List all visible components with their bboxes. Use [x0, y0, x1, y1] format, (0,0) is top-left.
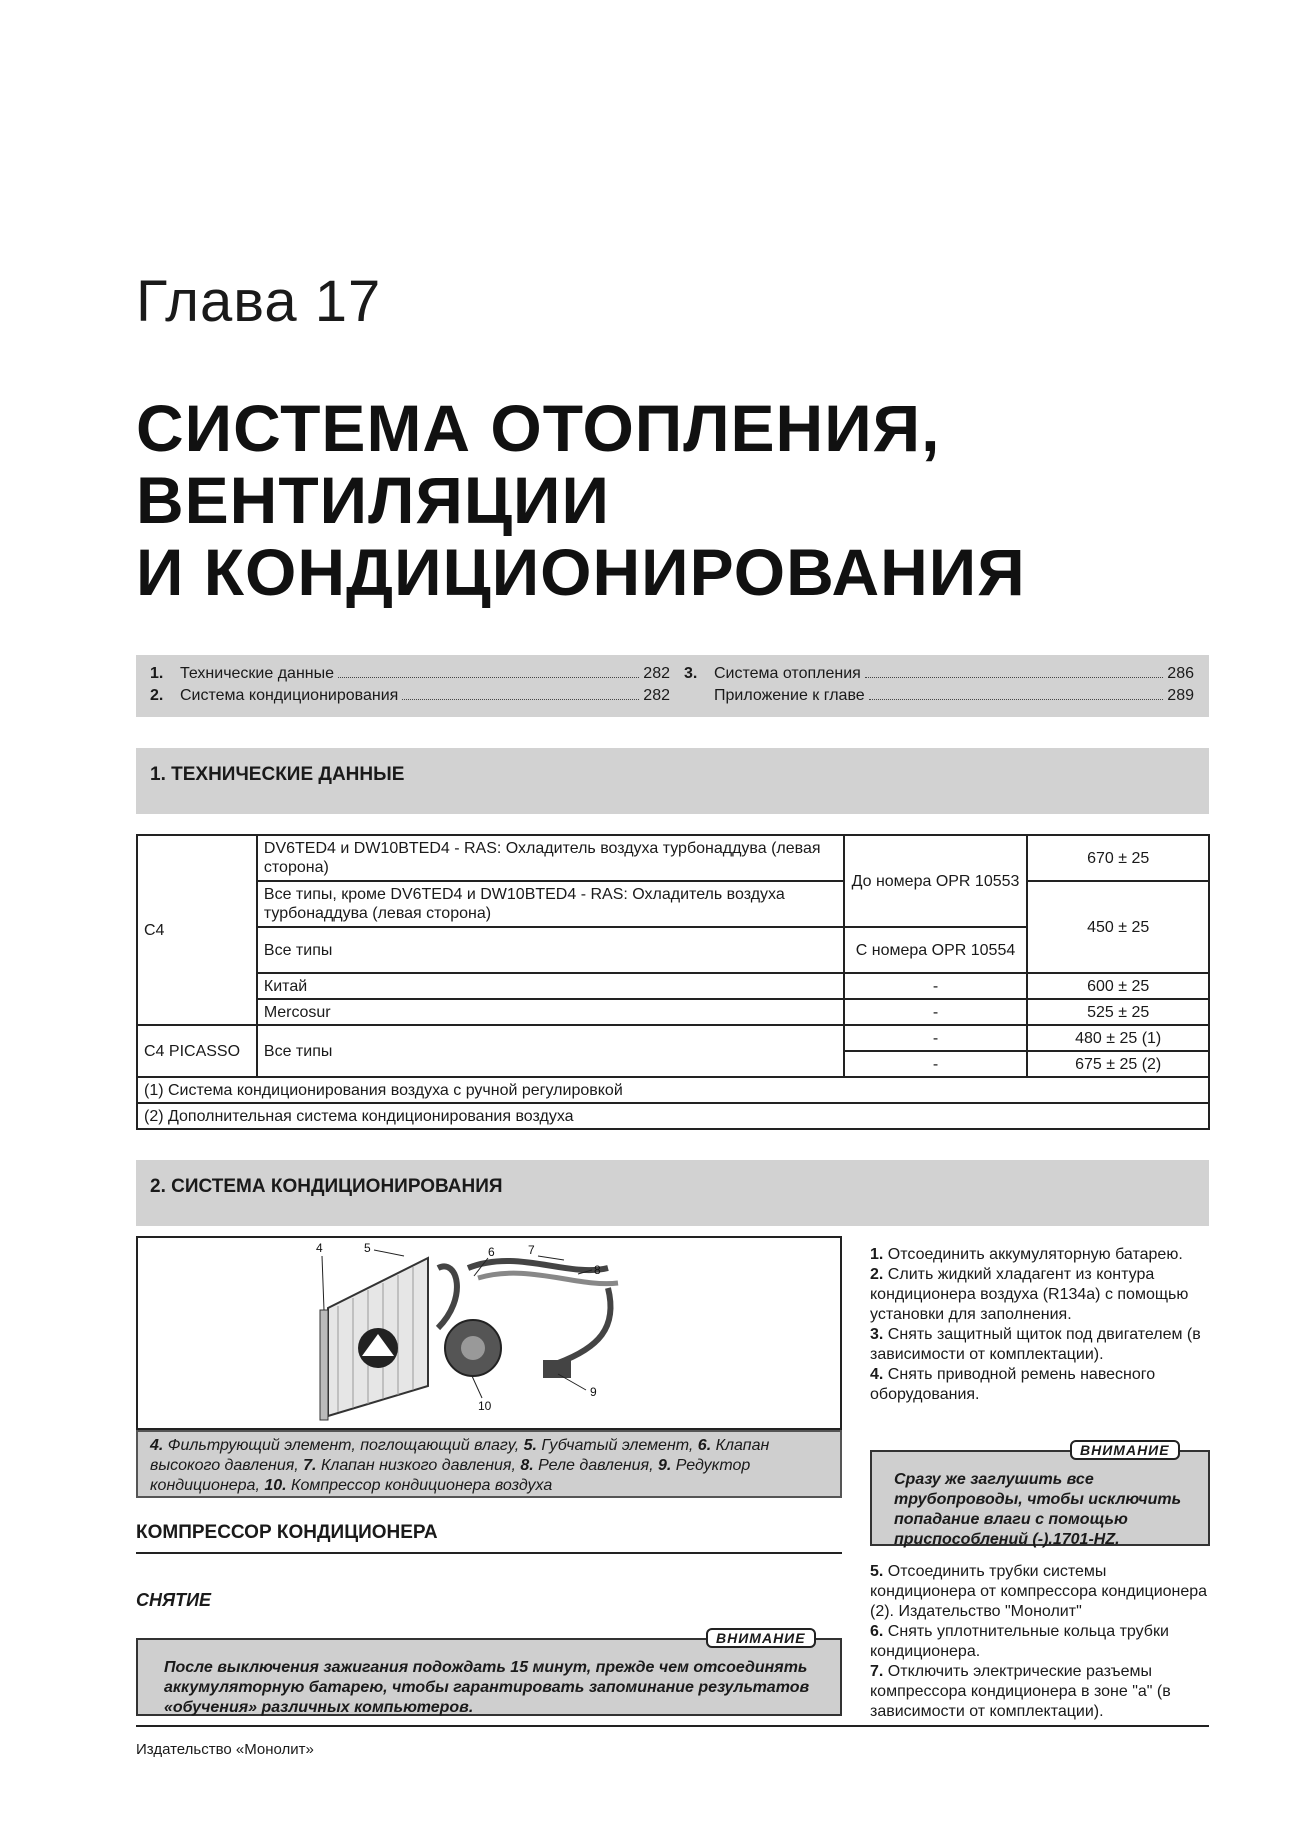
figure-label: 8 — [594, 1263, 601, 1277]
chapter-number: Глава 17 — [136, 269, 382, 334]
ac-diagram — [138, 1238, 840, 1428]
warning-box-ignition: После выключения зажигания подождать 15 минут, прежде чем отсоединять аккумуляторную батарею, чтобы гарантировать запоминание результатов «обучения» различных компьютеров. — [136, 1638, 842, 1716]
removal-heading: СНЯТИЕ — [136, 1590, 212, 1610]
toc-item[interactable]: 3. Система отопления 286 — [684, 665, 1194, 682]
reducer-drawing — [543, 1360, 571, 1378]
list-item: 7. Отключить электрические разъемы компрессора кондиционера в зоне "а" (в зависимости от комплектации). — [870, 1663, 1171, 1720]
title-line: ВЕНТИЛЯЦИИ — [136, 463, 610, 537]
model-cell: C4 PICASSO — [137, 1025, 257, 1077]
desc-cell: DV6TED4 и DW10BTED4 - RAS: Охладитель воздуха турбонаддува (левая сторона) — [257, 835, 844, 881]
desc-cell: Китай — [257, 973, 844, 999]
title-line: СИСТЕМА ОТОПЛЕНИЯ, — [136, 391, 941, 465]
opr-cell: С номера OPR 10554 — [844, 927, 1028, 973]
list-item: 3. Снять защитный щиток под двигателем (в зависимости от комплектации). — [870, 1326, 1201, 1363]
list-item: 5. Отсоединить трубки системы кондиционера от компрессора кондиционера (2). Издательство "Монолит" — [870, 1563, 1208, 1620]
figure-label: 9 — [590, 1385, 597, 1399]
table-row — [137, 835, 1209, 881]
table-row — [137, 1025, 1209, 1051]
steps-list — [870, 1562, 1210, 1722]
compressor-heading: КОМПРЕССОР КОНДИЦИОНЕРА — [136, 1522, 842, 1554]
ac-components-figure — [136, 1236, 842, 1430]
figure-label: 10 — [478, 1399, 492, 1413]
list-item: 6. Снять уплотнительные кольца трубки кондиционера. — [870, 1623, 1169, 1660]
steps-list — [870, 1245, 1210, 1405]
tech-data-table — [136, 834, 1210, 1130]
value-cell: 670 ± 25 — [1027, 835, 1209, 881]
value-cell: 450 ± 25 — [1027, 881, 1209, 973]
table-row — [137, 999, 1209, 1025]
hose-drawing — [468, 1261, 608, 1270]
section-header-tech-data: 1. ТЕХНИЧЕСКИЕ ДАННЫЕ — [136, 748, 1209, 814]
table-row — [137, 881, 1209, 927]
opr-cell: До номера OPR 10553 — [844, 835, 1028, 927]
hose-drawing — [438, 1266, 457, 1328]
footer-divider — [136, 1725, 1209, 1727]
figure-label: 5 — [364, 1241, 371, 1255]
figure-caption: 4. Фильтрующий элемент, поглощающий влагу, 5. Губчатый элемент, 6. Клапан высокого давления, 7. Клапан низкого давления, 8. Реле давления, 9. Редуктор кондиционера, 10. Компрессор кондиционера воздуха — [136, 1430, 842, 1498]
figure-label: 7 — [528, 1243, 535, 1257]
filter-drier-drawing — [320, 1310, 328, 1420]
desc-cell: Все типы — [257, 1025, 844, 1077]
figure-label: 4 — [316, 1241, 323, 1255]
toc-item[interactable]: 2. Система кондиционирования 282 — [150, 687, 670, 704]
publisher-footer: Издательство «Монолит» — [136, 1741, 314, 1758]
value-cell: 525 ± 25 — [1027, 999, 1209, 1025]
title-line: И КОНДИЦИОНИРОВАНИЯ — [136, 535, 1026, 609]
toc-item[interactable]: 1. Технические данные 282 — [150, 665, 670, 682]
model-cell: C4 — [137, 835, 257, 1025]
opr-cell: - — [844, 999, 1028, 1025]
table-of-contents — [136, 655, 1209, 717]
table-row — [137, 973, 1209, 999]
desc-cell: Все типы — [257, 927, 844, 973]
table-row — [137, 1077, 1209, 1103]
toc-item[interactable]: Приложение к главе 289 — [714, 687, 1194, 704]
opr-cell: - — [844, 1025, 1028, 1051]
note-cell: (2) Дополнительная система кондиционирования воздуха — [137, 1103, 1209, 1129]
chapter-title — [136, 392, 1026, 608]
desc-cell: Mercosur — [257, 999, 844, 1025]
hose-drawing — [558, 1288, 611, 1363]
warning-label: ВНИМАНИЕ — [706, 1628, 816, 1648]
note-cell: (1) Система кондиционирования воздуха с ручной регулировкой — [137, 1077, 1209, 1103]
warning-label: ВНИМАНИЕ — [1070, 1440, 1180, 1460]
value-cell: 480 ± 25 (1) — [1027, 1025, 1209, 1051]
value-cell: 675 ± 25 (2) — [1027, 1051, 1209, 1077]
list-item: 1. Отсоединить аккумуляторную батарею. — [870, 1246, 1183, 1263]
section-header-ac-system: 2. СИСТЕМА КОНДИЦИОНИРОВАНИЯ — [136, 1160, 1209, 1226]
list-item: 4. Снять приводной ремень навесного оборудования. — [870, 1366, 1156, 1403]
warning-box-pipes: Сразу же заглушить все трубопроводы, чтобы исключить попадание влаги с помощью приспособлений (-).1701-HZ. — [870, 1450, 1210, 1546]
opr-cell: - — [844, 973, 1028, 999]
list-item: 2. Слить жидкий хладагент из контура кондиционера воздуха (R134a) с помощью установки для заполнения. — [870, 1266, 1189, 1323]
value-cell: 600 ± 25 — [1027, 973, 1209, 999]
opr-cell: - — [844, 1051, 1028, 1077]
desc-cell: Все типы, кроме DV6TED4 и DW10BTED4 - RAS: Охладитель воздуха турбонаддува (левая сторона) — [257, 881, 844, 927]
figure-label: 6 — [488, 1245, 495, 1259]
table-row — [137, 1103, 1209, 1129]
